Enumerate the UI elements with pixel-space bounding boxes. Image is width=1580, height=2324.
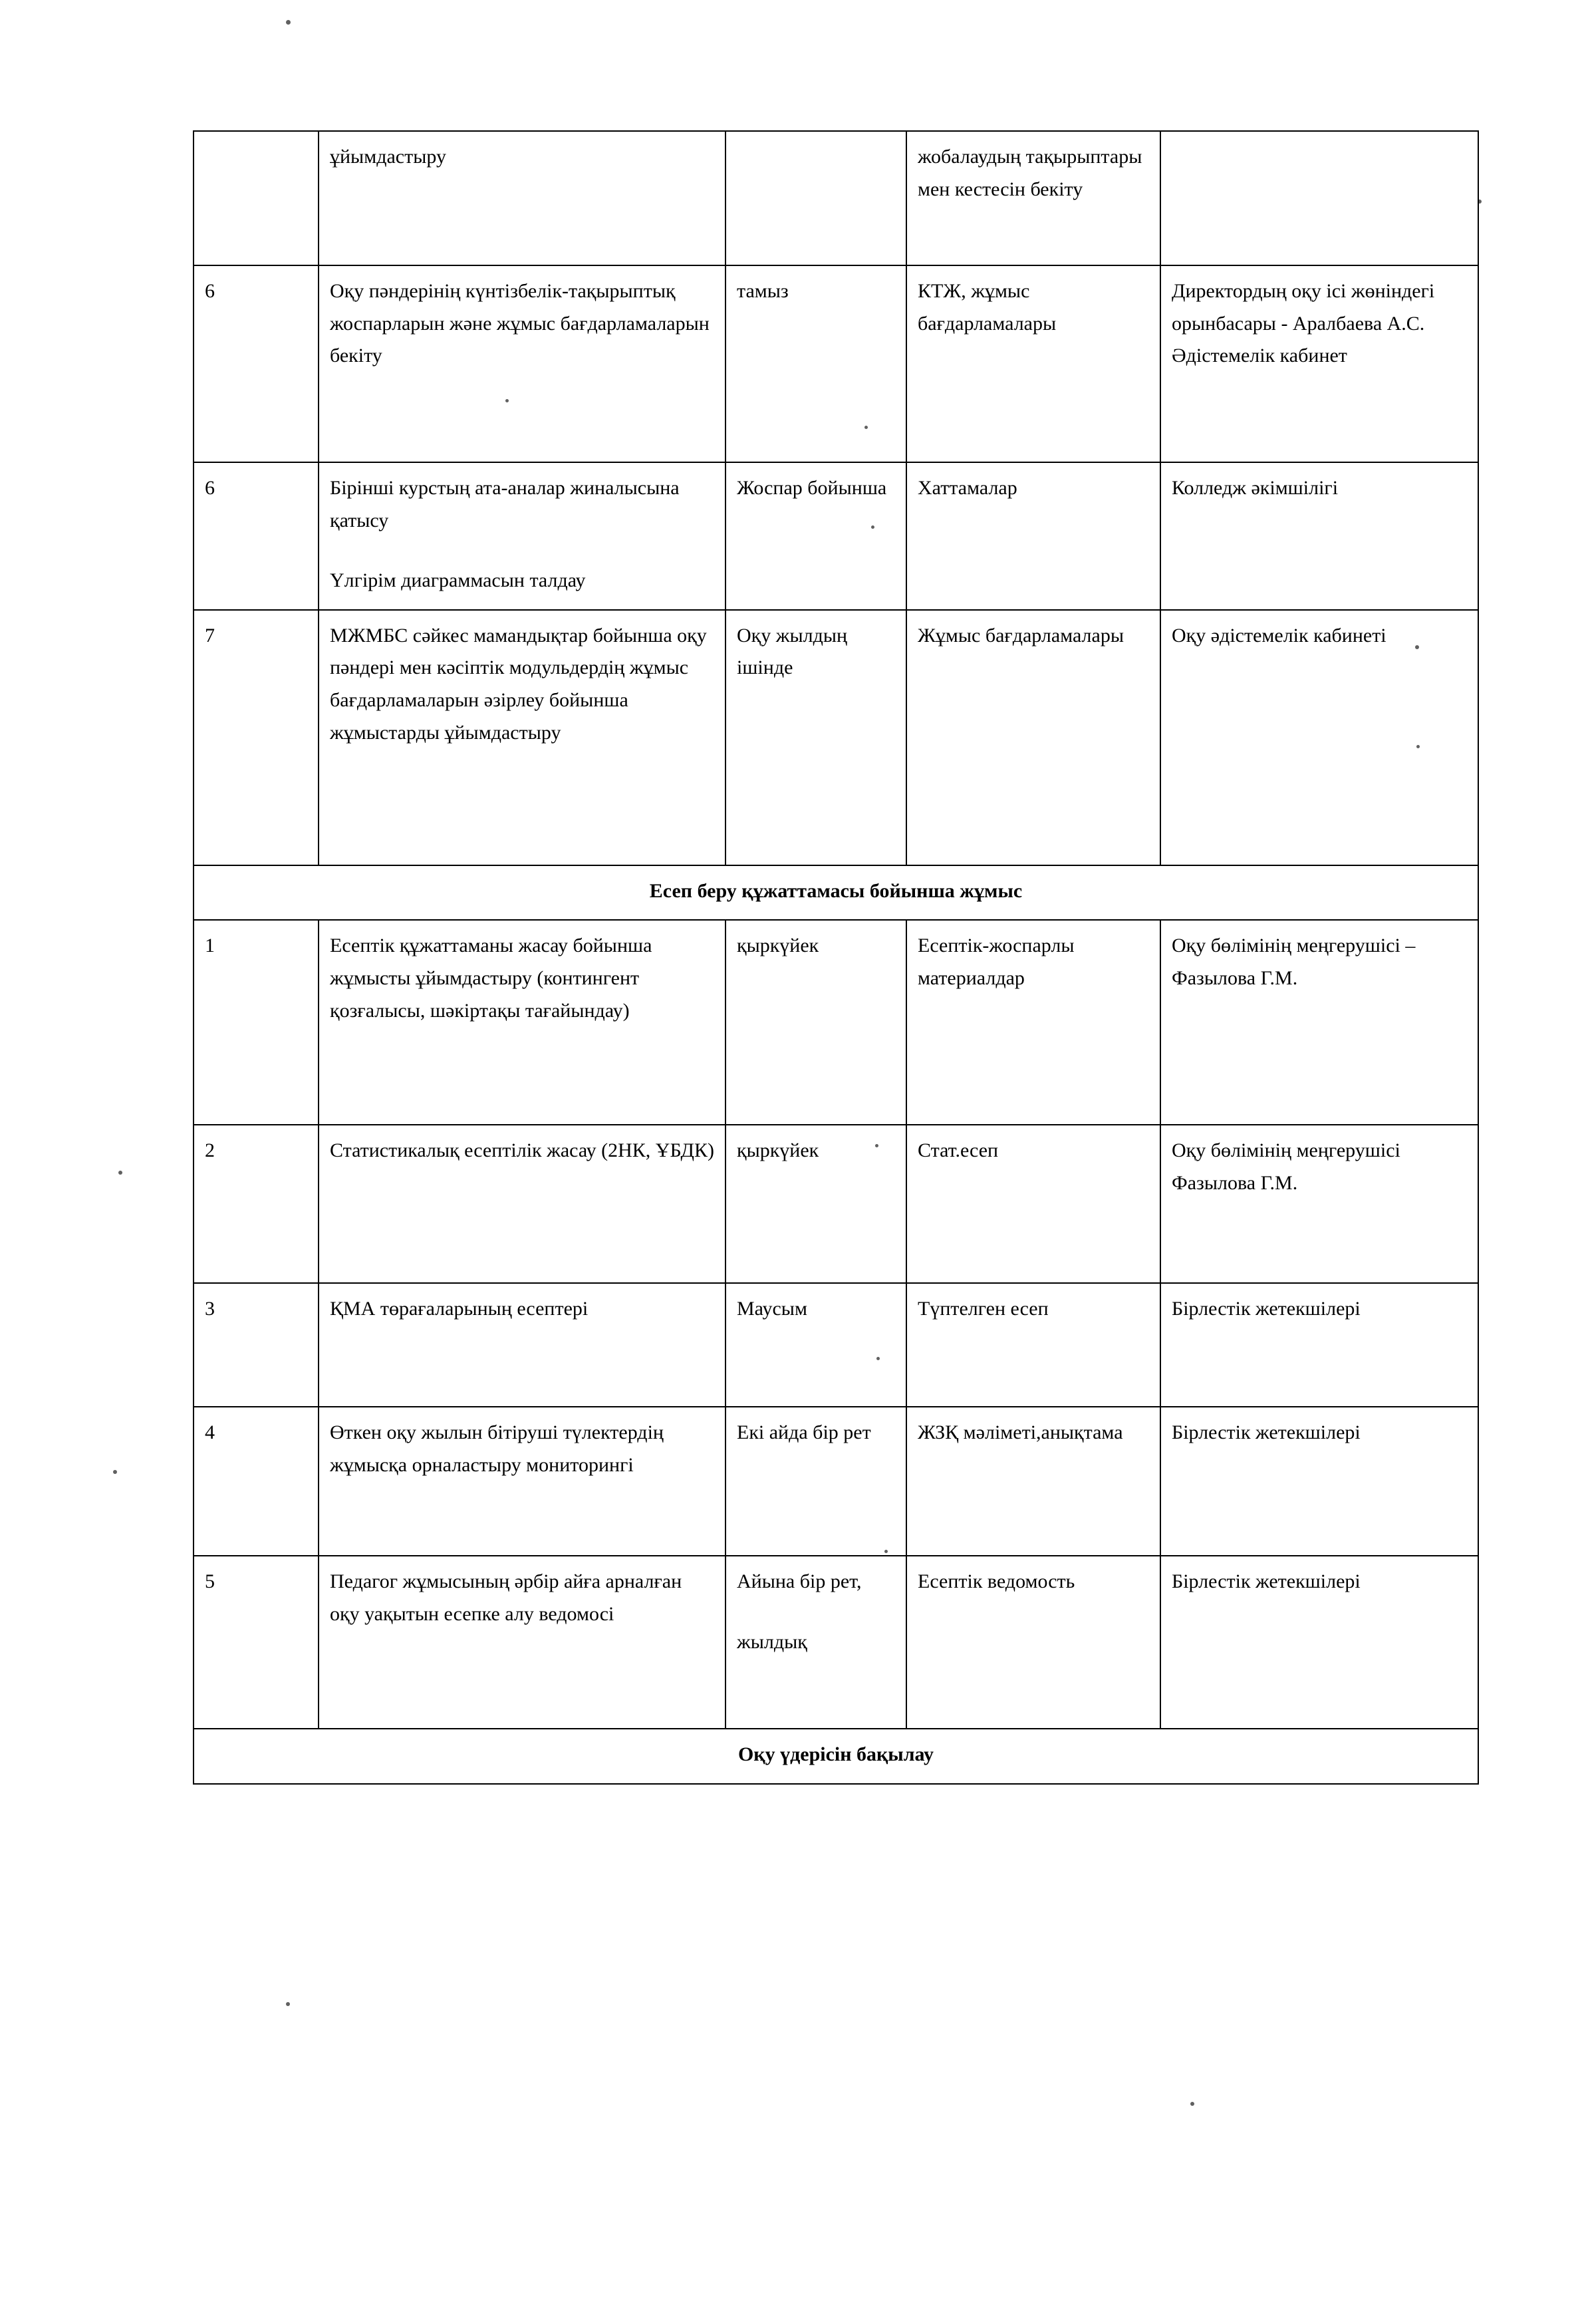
cell-result: жобалаудың тақырыптары мен кестесін бекіту bbox=[906, 131, 1160, 265]
cell-responsible: Бірлестік жетекшілері bbox=[1160, 1407, 1478, 1556]
cell-number: 2 bbox=[194, 1125, 319, 1283]
table-row bbox=[194, 1125, 1478, 1283]
cell-activity: Өткен оқу жылын бітіруші түлектердің жұмысқа орналастыру мониторингі bbox=[319, 1407, 725, 1556]
table-row bbox=[194, 131, 1478, 265]
cell-responsible bbox=[1160, 131, 1478, 265]
scan-speck bbox=[1190, 2102, 1194, 2106]
cell-responsible: Директордың оқу ісі жөніндегі орынбасары - Аралбаева А.С. Әдістемелік кабинет bbox=[1160, 265, 1478, 462]
cell-timing: Жоспар бойынша bbox=[725, 462, 906, 610]
cell-responsible: Бірлестік жетекшілері bbox=[1160, 1556, 1478, 1729]
cell-number: 4 bbox=[194, 1407, 319, 1556]
section-header-reporting: Есеп беру құжаттамасы бойынша жұмыс bbox=[194, 865, 1478, 921]
cell-responsible: Оқу бөлімінің меңгерушісі Фазылова Г.М. bbox=[1160, 1125, 1478, 1283]
cell-number: 5 bbox=[194, 1556, 319, 1729]
cell-activity: Есептік құжаттаманы жасау бойынша жұмысты ұйымдастыру (контингент қозғалысы, шәкіртақы тағайындау) bbox=[319, 920, 725, 1125]
table-section-row bbox=[194, 1729, 1478, 1784]
section-header-monitoring: Оқу үдерісін бақылау bbox=[194, 1729, 1478, 1784]
table-section-row bbox=[194, 865, 1478, 921]
cell-result: ЖЗҚ мәліметі,анықтама bbox=[906, 1407, 1160, 1556]
scan-speck bbox=[118, 1171, 122, 1175]
cell-timing: Айына бір рет, жылдық bbox=[725, 1556, 906, 1729]
cell-timing bbox=[725, 131, 906, 265]
table-body bbox=[194, 131, 1478, 1784]
cell-activity: МЖМБС сәйкес мамандықтар бойынша оқу пәндері мен кәсіптік модульдердің жұмыс бағдарламаларын әзірлеу бойынша жұмыстарды ұйымдастыру bbox=[319, 610, 725, 865]
cell-activity: ұйымдастыру bbox=[319, 131, 725, 265]
cell-timing: қыркүйек bbox=[725, 920, 906, 1125]
cell-timing: қыркүйек bbox=[725, 1125, 906, 1283]
scan-speck bbox=[286, 2002, 290, 2006]
cell-result: Есептік ведомость bbox=[906, 1556, 1160, 1729]
cell-timing: Екі айда бір рет bbox=[725, 1407, 906, 1556]
scan-speck bbox=[286, 20, 291, 25]
cell-number bbox=[194, 131, 319, 265]
cell-result: Жұмыс бағдарламалары bbox=[906, 610, 1160, 865]
cell-number: 7 bbox=[194, 610, 319, 865]
cell-timing-paragraph-2: жылдық bbox=[737, 1630, 807, 1653]
cell-responsible: Колледж әкімшілігі bbox=[1160, 462, 1478, 610]
table-row bbox=[194, 610, 1478, 865]
cell-activity: Статистикалық есептілік жасау (2НК, ҰБДК) bbox=[319, 1125, 725, 1283]
cell-responsible: Бірлестік жетекшілері bbox=[1160, 1283, 1478, 1407]
scan-speck bbox=[113, 1470, 117, 1474]
cell-number: 6 bbox=[194, 265, 319, 462]
table-row bbox=[194, 1407, 1478, 1556]
cell-result: КТЖ, жұмыс бағдарламалары bbox=[906, 265, 1160, 462]
cell-result: Хаттамалар bbox=[906, 462, 1160, 610]
cell-timing: Оқу жылдың ішінде bbox=[725, 610, 906, 865]
cell-activity: Оқу пәндерінің күнтізбелік-тақырыптық жоспарларын және жұмыс бағдарламаларын бекіту bbox=[319, 265, 725, 462]
cell-activity: Бірінші курстың ата-аналар жиналысына қатысу Үлгірім диаграммасын талдау bbox=[319, 462, 725, 610]
table-row bbox=[194, 265, 1478, 462]
cell-result: Стат.есеп bbox=[906, 1125, 1160, 1283]
cell-responsible: Оқу әдістемелік кабинеті bbox=[1160, 610, 1478, 865]
table-row bbox=[194, 1283, 1478, 1407]
cell-result: Түптелген есеп bbox=[906, 1283, 1160, 1407]
cell-activity: ҚМА төрағаларының есептері bbox=[319, 1283, 725, 1407]
cell-number: 6 bbox=[194, 462, 319, 610]
cell-responsible: Оқу бөлімінің меңгерушісі – Фазылова Г.М. bbox=[1160, 920, 1478, 1125]
work-plan-table bbox=[193, 130, 1479, 1785]
cell-result: Есептік-жоспарлы материалдар bbox=[906, 920, 1160, 1125]
cell-activity: Педагог жұмысының әрбір айға арналған оқу уақытын есепке алу ведомосі bbox=[319, 1556, 725, 1729]
cell-timing: тамыз bbox=[725, 265, 906, 462]
table-row bbox=[194, 1556, 1478, 1729]
table-row bbox=[194, 920, 1478, 1125]
cell-number: 1 bbox=[194, 920, 319, 1125]
table-row bbox=[194, 462, 1478, 610]
cell-timing: Маусым bbox=[725, 1283, 906, 1407]
cell-activity-paragraph-2: Үлгірім диаграммасын талдау bbox=[330, 569, 586, 592]
cell-number: 3 bbox=[194, 1283, 319, 1407]
